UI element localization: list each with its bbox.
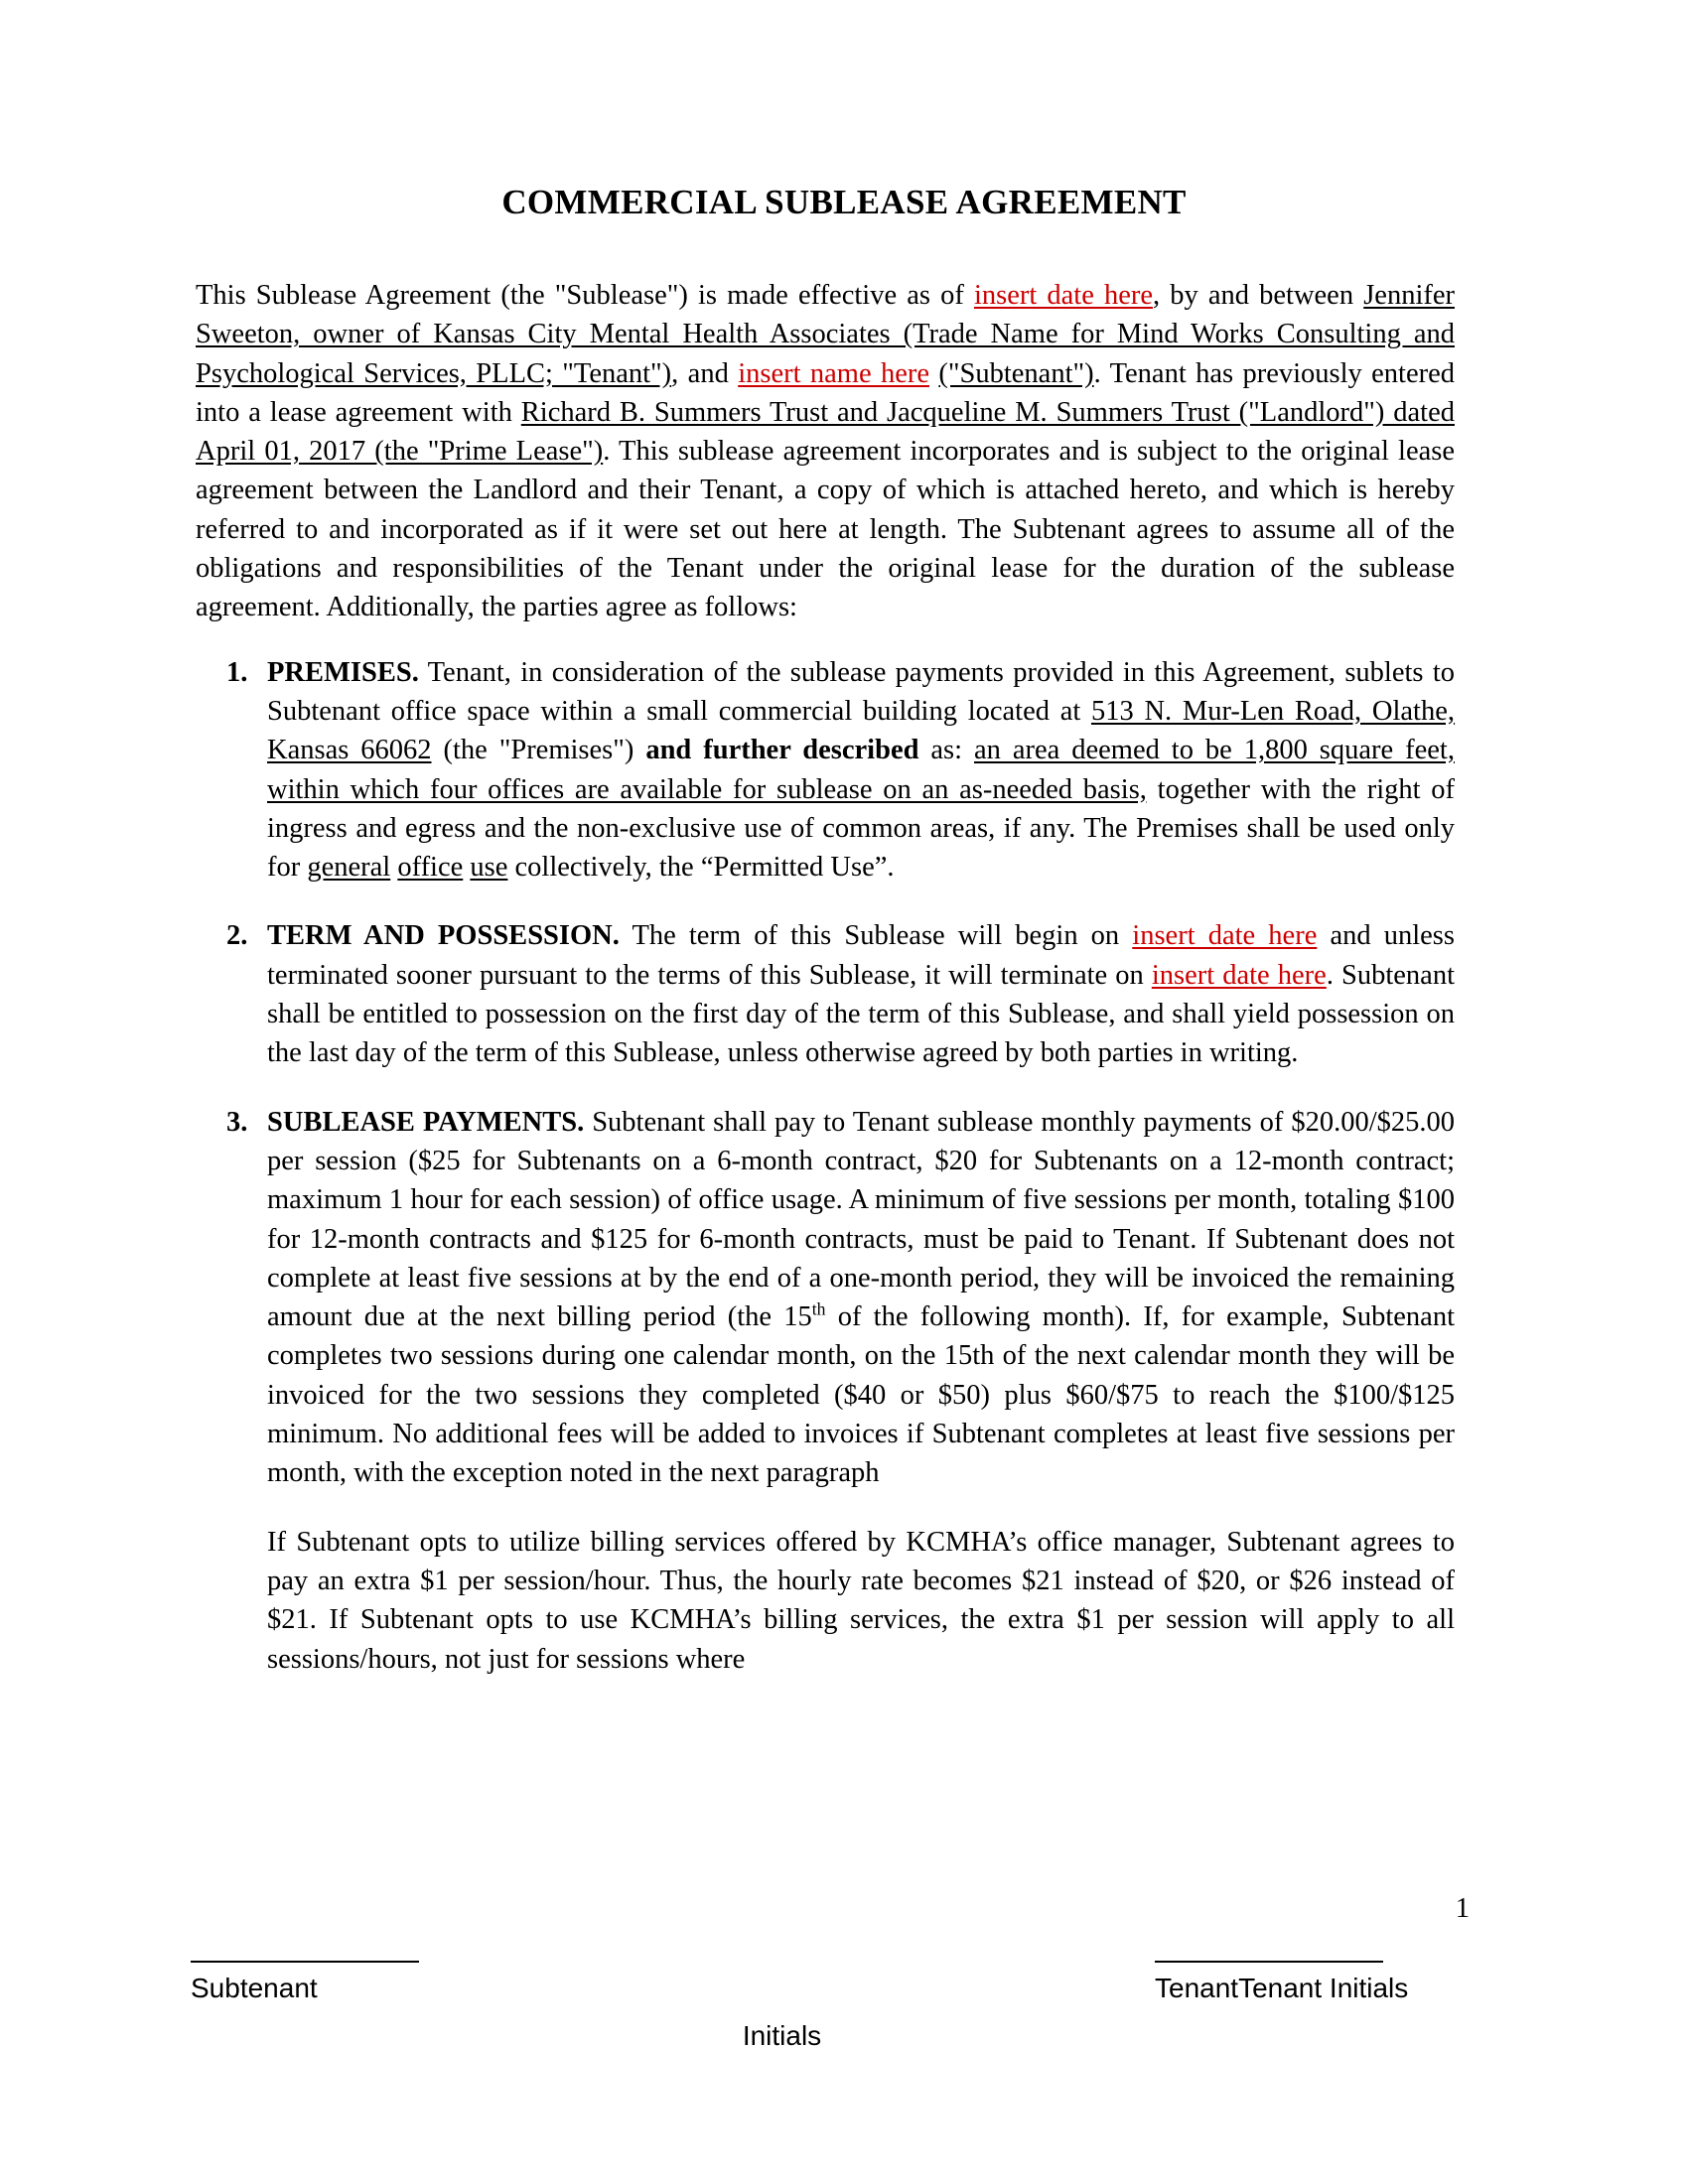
payments-paragraph-2: If Subtenant opts to utilize billing services offered by KCMHA’s office manager, Subtenant agrees to pay an extra $1 per session/hour. Thus, the hourly rate becomes $21 instead of $20, or $26 instead of $21. If Subtenant opts to use KCMHA’s billing services, the extra $1 per session will apply to all sessions/hours, not just for sessions where bbox=[267, 1526, 1455, 1675]
intro-text-3: , and bbox=[671, 357, 739, 389]
subtenant-signature-label: Subtenant bbox=[191, 1973, 318, 2003]
subtenant-signature-line[interactable] bbox=[191, 1961, 419, 1963]
premises-text-further-described: and further described bbox=[645, 735, 919, 766]
tenant-signature-label: TenantTenant Initials bbox=[1155, 1973, 1409, 2003]
premises-address: 513 N. Mur-Len Road, Olathe, Kansas 66062 bbox=[267, 695, 1455, 766]
premises-description: an area deemed to be 1,800 square feet, within which four offices are available for sublease on an as-needed basis, bbox=[267, 735, 1455, 805]
intro-text-4: . Tenant has previously entered into a lease agreement with bbox=[196, 357, 1456, 428]
term-text-3: . Subtenant shall be entitled to possession on the first day of the term of this Sublease, and shall yield possession on the last day of the term of this Sublease, unless otherwise agreed by both parties in writing. bbox=[267, 959, 1455, 1069]
intro-paragraph bbox=[196, 276, 1455, 627]
term-text-2: and unless terminated sooner pursuant to the terms of this Sublease, it will terminate on bbox=[267, 920, 1455, 991]
intro-text-5: . This sublease agreement incorporates and is subject to the original lease agreement between the Landlord and their Tenant, a copy of which is attached hereto, and which is hereby referred to and incorporated as if it were set out here at length. The Subtenant agrees to assume all of the obligations and responsibilities of the Tenant under the original lease for the duration of the sublease agreement. Additionally, the parties agree as follows: bbox=[196, 436, 1455, 623]
signature-footer bbox=[0, 1961, 1688, 2119]
placeholder-term-end-date[interactable]: insert date here bbox=[1151, 959, 1327, 991]
permitted-use-word-general: general bbox=[307, 852, 391, 884]
clause-sublease-payments bbox=[196, 1103, 1455, 1679]
intro-space-1 bbox=[929, 358, 938, 389]
placeholder-subtenant-name[interactable]: insert name here bbox=[738, 357, 929, 389]
subtenant-signature-group bbox=[191, 1961, 419, 2004]
permitted-use-word-use: use bbox=[470, 852, 508, 884]
clause-list bbox=[196, 653, 1455, 1679]
permitted-use-word-office: office bbox=[397, 852, 464, 884]
clause-term-and-possession bbox=[196, 916, 1455, 1072]
page-title: COMMERCIAL SUBLEASE AGREEMENT bbox=[501, 183, 1187, 221]
landlord-party-block: Richard B. Summers Trust and Jacqueline M. Summers Trust ("Landlord") dated April 01, 2017 (the "Prime Lease") bbox=[196, 396, 1455, 468]
clause-term-heading: TERM AND POSSESSION. bbox=[267, 920, 620, 952]
page-number: 1 bbox=[1455, 1893, 1470, 1924]
premises-text-2: (the "Premises") bbox=[431, 735, 646, 766]
payments-text-1a: Subtenant shall pay to Tenant sublease monthly payments of $20.00/$25.00 per session ($25 for Subtenants on a 6-month contract, $20 for Subtenants on a 12-month contract; maximum 1 hour for each session) of office usage. A minimum of five sessions per month, totaling $100 for 12-month contracts and $125 for 6-month contracts, must be paid to Tenant. If Subtenant does not complete at least five sessions at by the end of a one-month period, they will be invoiced the remaining amount due at the next billing period (the 15 bbox=[267, 1106, 1455, 1333]
placeholder-effective-date[interactable]: insert date here bbox=[973, 280, 1153, 311]
payments-ordinal-suffix: th bbox=[811, 1298, 826, 1319]
clause-term-body bbox=[267, 916, 1455, 1072]
premises-text-5: collectively, the “Permitted Use”. bbox=[507, 852, 895, 884]
intro-text-2: , by and between bbox=[1153, 280, 1364, 311]
placeholder-term-start-date[interactable]: insert date here bbox=[1132, 920, 1318, 952]
initials-center-label: Initials bbox=[742, 2020, 822, 2051]
tenant-party-block: Jennifer Sweeton, owner of Kansas City Mental Health Associates (Trade Name for Mind Works Consulting and Psychological Services, PLLC; "Tenant") bbox=[196, 280, 1455, 389]
premises-text-4: together with the right of ingress and egress and the non-exclusive use of common areas, if any. The Premises shall be used only for bbox=[267, 773, 1456, 884]
tenant-signature-group bbox=[1155, 1961, 1408, 2004]
payments-paragraph-1 bbox=[267, 1103, 1455, 1493]
premises-text-1: Tenant, in consideration of the sublease payments provided in this Agreement, sublets to Subtenant office space within a small commercial building located at bbox=[267, 656, 1455, 727]
clause-premises-heading: PREMISES. bbox=[267, 656, 419, 688]
term-text-1: The term of this Sublease will begin on bbox=[619, 920, 1133, 952]
document-body bbox=[196, 276, 1455, 1708]
premises-text-3: as: bbox=[918, 735, 974, 766]
intro-text-1: This Sublease Agreement (the "Sublease") is made effective as of bbox=[196, 280, 974, 311]
clause-payments-heading: SUBLEASE PAYMENTS. bbox=[267, 1106, 585, 1138]
clause-premises-body bbox=[267, 653, 1455, 887]
payments-text-1b: of the following month). If, for example, Subtenant completes two sessions during one calendar month, on the 15th of the next calendar month they will be invoiced for the two sessions they completed ($40 or $50) plus $60/$75 to reach the $100/$125 minimum. No additional fees will be added to invoices if Subtenant completes at least five sessions per month, with the exception noted in the next paragraph bbox=[267, 1301, 1455, 1489]
tenant-signature-line[interactable] bbox=[1155, 1961, 1383, 1963]
clause-premises bbox=[196, 653, 1455, 887]
subtenant-party-block: ("Subtenant") bbox=[938, 357, 1094, 389]
